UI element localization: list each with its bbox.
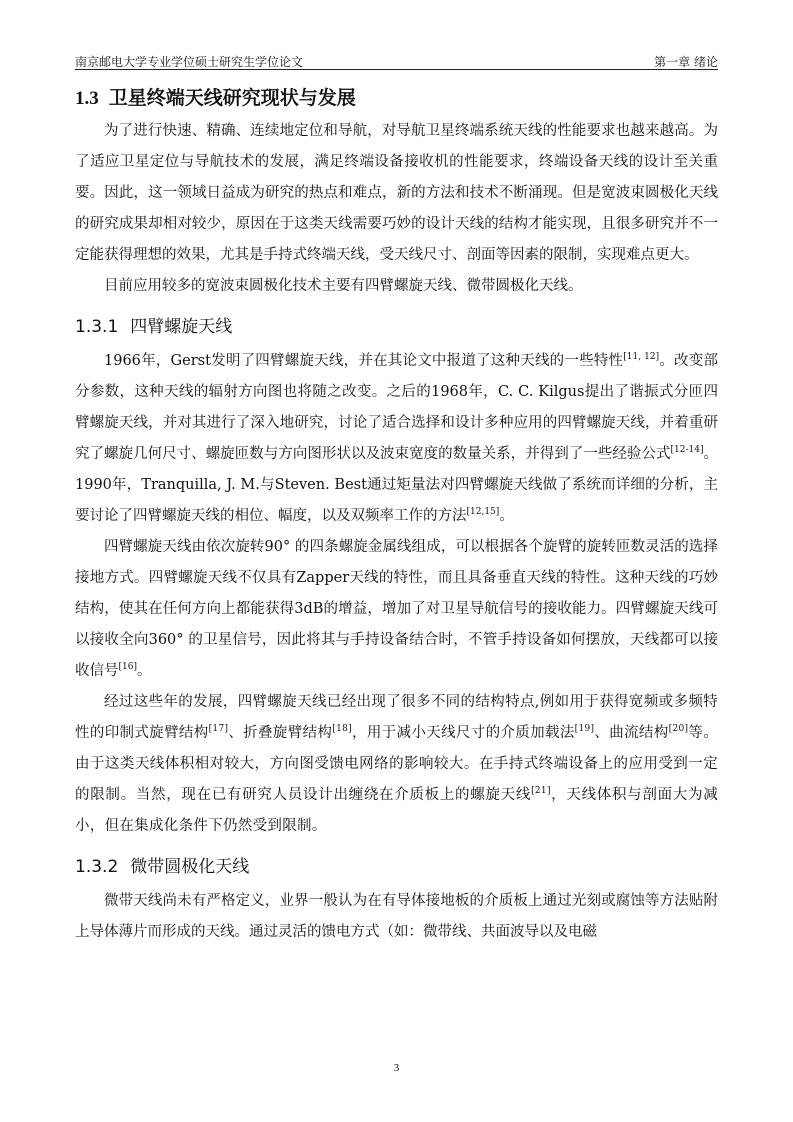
paragraph-techniques: 目前应用较多的宽波束圆极化技术主要有四臂螺旋天线、微带圆极化天线。 bbox=[104, 278, 583, 294]
page-header bbox=[75, 48, 718, 70]
page-number: 3 bbox=[393, 1062, 400, 1074]
subsection-number: 1.3.2 bbox=[75, 857, 119, 877]
text-run: 、曲流结构 bbox=[594, 725, 669, 741]
subsection-heading-2 bbox=[75, 848, 718, 886]
text-run: 。 bbox=[136, 663, 152, 679]
header-chapter: 第一章 绪论 bbox=[654, 55, 718, 69]
citation: [19] bbox=[574, 724, 595, 734]
citation: [12-14] bbox=[670, 445, 704, 455]
citation: [11, 12] bbox=[623, 352, 660, 362]
subsection-title: 微带圆极化天线 bbox=[130, 857, 250, 877]
section-number: 1.3 bbox=[75, 88, 99, 109]
citation: [20] bbox=[668, 724, 689, 734]
citation: [12,15] bbox=[466, 507, 500, 517]
citation: [18] bbox=[332, 724, 352, 734]
paragraph-structure bbox=[75, 532, 718, 687]
section-heading bbox=[75, 80, 718, 116]
page-body bbox=[75, 80, 718, 948]
text-run: 、折叠旋臂结构 bbox=[228, 725, 333, 741]
text-run: 。改变部分参数，这种天线的辐射方向图也将随之改变。之后的1968年，C. C. Kilgus提出了谐振式分匝四臂螺旋天线，并对其进行了深入地研究，讨论了适合选择和设计多种应用的四臂螺旋天线，并着重研究了螺旋几何尺寸、螺旋匝数与方向图形状以及波束宽度的数量关系，并得到了一些经验公式 bbox=[75, 353, 718, 462]
paragraph-intro: 为了进行快速、精确、连续地定位和导航，对导航卫星终端系统天线的性能要求也越来越高。为了适应卫星定位与导航技术的发展，满足终端设备接收机的性能要求，终端设备天线的设计至关重要。因此，这一领域日益成为研究的热点和难点，新的方法和技术不断涌现。但是宽波束圆极化天线的研究成果却相对较少，原因在于这类天线需要巧妙的设计天线的结构才能实现，且很多研究并不一定能获得理想的效果，尤其是手持式终端天线，受天线尺寸、剖面等因素的限制，实现难点更大。 bbox=[75, 123, 718, 263]
text-run: ，用于减小天线尺寸的介质加载法 bbox=[351, 725, 575, 741]
section-title: 卫星终端天线研究现状与发展 bbox=[108, 87, 356, 109]
paragraph-development bbox=[75, 687, 718, 842]
text-run: 四臂螺旋天线由依次旋转90° 的四条螺旋金属线组成，可以根据各个旋臂的旋转匝数灵活的选择接地方式。四臂螺旋天线不仅具有Zapper天线的特性，而且具备垂直天线的特性。这种天线的巧妙结构，使其在任何方向上都能获得3dB的增益，增加了对卫星导航信号的接收能力。四臂螺旋天线可以接收全向360° 的卫星信号，因此将其与手持设备结合时，不管手持设备如何摆放，天线都可以接收信号 bbox=[75, 539, 718, 679]
text-run: 1966年，Gerst发明了四臂螺旋天线，并在其论文中报道了这种天线的一些特性 bbox=[104, 353, 624, 369]
header-thesis-title: 南京邮电大学专业学位硕士研究生学位论文 bbox=[75, 55, 304, 69]
subsection-heading-1 bbox=[75, 308, 718, 346]
citation: [21] bbox=[531, 786, 551, 796]
text-run: ，天线体积与剖面大为减小，但在集成化条件下仍然受到限制。 bbox=[75, 787, 718, 834]
text-run: 。1990年，Tranquilla, J. M.与Steven. Best通过矩量法对四臂螺旋天线做了系统而详细的分析，主要讨论了四臂螺旋天线的相位、幅度，以及双频率工作的方法 bbox=[75, 446, 719, 524]
citation: [16] bbox=[118, 662, 137, 672]
text-run: 等。由于这类天线体积相对较大，方向图受馈电网络的影响较大。在手持式终端设备上的应用受到一定的限制。当然，现在已有研究人员设计出缠绕在介质板上的螺旋天线 bbox=[75, 725, 719, 803]
citation: [17] bbox=[208, 724, 229, 734]
text-run: 。 bbox=[499, 508, 514, 524]
subsection-title: 四臂螺旋天线 bbox=[130, 317, 233, 337]
paragraph-history bbox=[75, 346, 718, 532]
paragraph-microstrip: 微带天线尚未有严格定义，业界一般认为在有导体接地板的介质板上通过光刻或腐蚀等方法贴附上导体薄片而形成的天线。通过灵活的馈电方式（如：微带线、共面波导以及电磁 bbox=[75, 893, 718, 940]
text-run: 经过这些年的发展，四臂螺旋天线已经出现了很多不同的结构特点,例如用于获得宽频或多频特性的印制式旋臂结构 bbox=[75, 694, 718, 741]
subsection-number: 1.3.1 bbox=[75, 317, 119, 337]
header-rule bbox=[75, 69, 718, 70]
